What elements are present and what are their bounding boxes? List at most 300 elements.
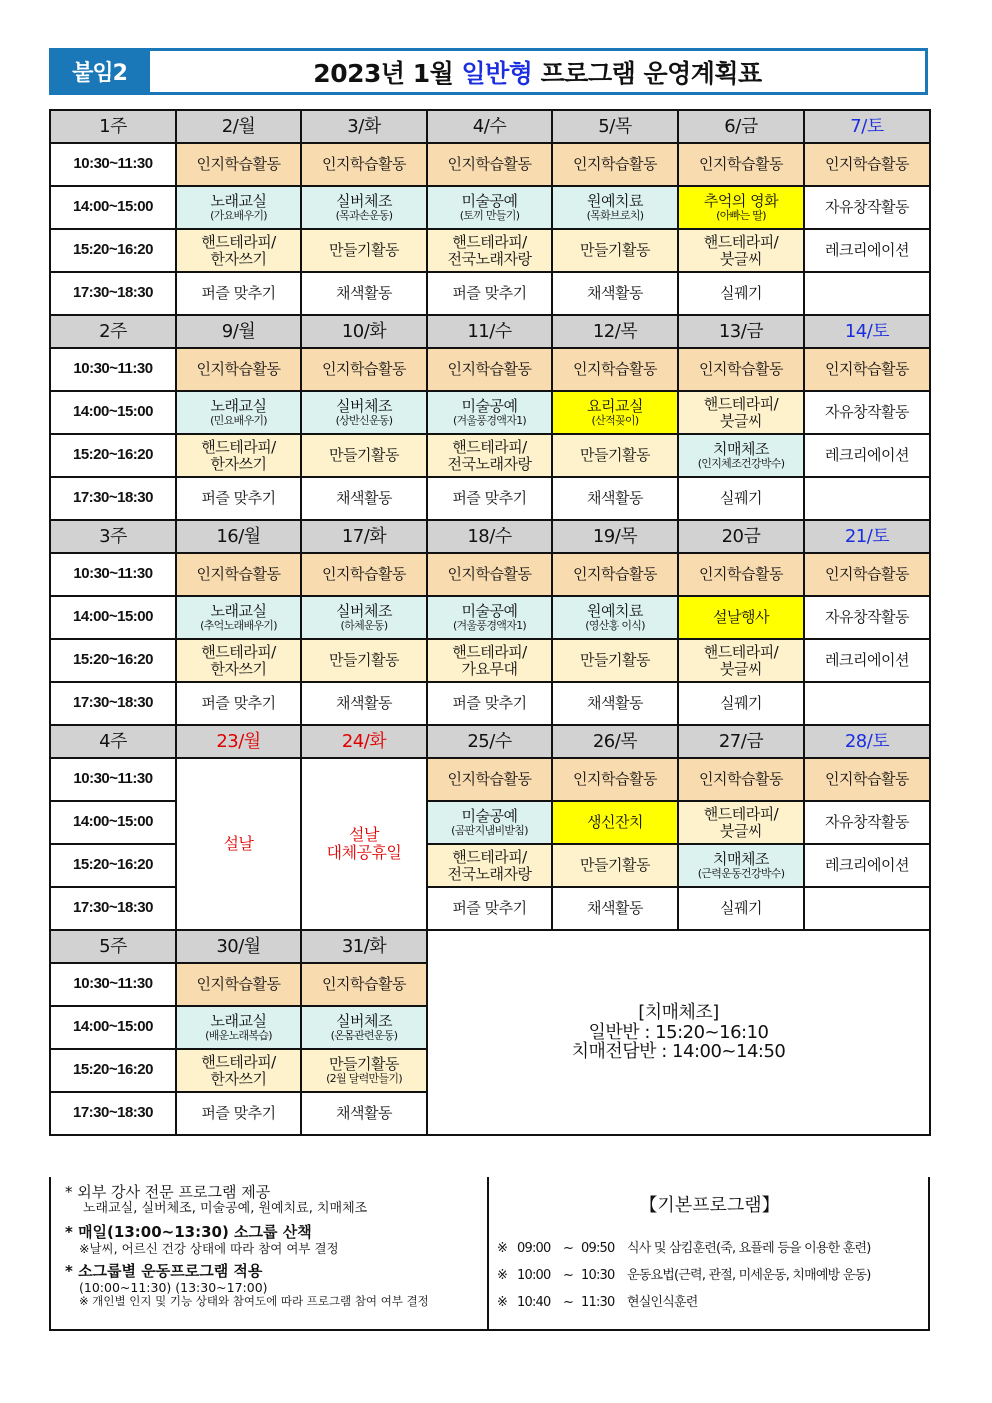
time-slot: 17:30~18:30 — [50, 1092, 176, 1135]
activity-cell — [301, 229, 427, 272]
note-line: 일반반 : 15:20~16:10 — [588, 1021, 769, 1043]
activity-name: 인지학습활동 — [447, 770, 532, 789]
activity-detail: (가요배우기) — [210, 208, 267, 222]
activity-cell — [176, 272, 301, 315]
day-header: 21/토 — [804, 520, 930, 553]
activity-cell — [678, 887, 804, 930]
activity-cell — [552, 143, 678, 186]
week-header-row — [50, 725, 930, 758]
activity-cell — [678, 801, 804, 844]
basic-program-mark: ※ — [497, 1268, 508, 1283]
activity-cell — [301, 143, 427, 186]
activity-name: 미술공예 — [461, 192, 518, 211]
week-label: 1주 — [50, 110, 176, 143]
week-label: 4주 — [50, 725, 176, 758]
activity-name: 레크리에이션 — [825, 241, 909, 260]
activity-cell — [427, 186, 552, 229]
basic-program-end: 11:30 — [581, 1295, 615, 1310]
activity-name: 인지학습활동 — [196, 155, 281, 174]
activity-name: 원예치료 — [587, 602, 643, 621]
time-slot: 15:20~16:20 — [50, 1049, 176, 1092]
activity-name: 퍼즐 맞추기 — [452, 694, 527, 713]
activity-cell — [552, 639, 678, 682]
time-slot: 15:20~16:20 — [50, 434, 176, 477]
activity-detail: (추억노래배우기) — [200, 618, 277, 632]
empty-cell — [804, 477, 930, 520]
activity-cell — [678, 553, 804, 596]
activity-cell — [301, 639, 427, 682]
activity-name: 핸드테라피/ 한자쓰기 — [201, 643, 276, 678]
empty-cell — [804, 272, 930, 315]
day-header: 30/월 — [176, 930, 301, 963]
activity-name: 미술공예 — [461, 397, 518, 416]
activity-cell — [427, 434, 552, 477]
activity-cell — [427, 596, 552, 639]
activity-name: 추억의 영화 — [703, 192, 779, 211]
activity-cell — [176, 1092, 301, 1135]
activity-name: 인지학습활동 — [573, 565, 657, 584]
activity-cell — [804, 596, 930, 639]
time-slot: 17:30~18:30 — [50, 272, 176, 315]
day-header: 19/목 — [552, 520, 678, 553]
activity-cell — [301, 1092, 427, 1135]
activity-cell — [427, 143, 552, 186]
activity-name: 핸드테라피/ 한자쓰기 — [201, 438, 276, 473]
day-header: 20금 — [678, 520, 804, 553]
day-header: 12/목 — [552, 315, 678, 348]
time-slot: 14:00~15:00 — [50, 1006, 176, 1049]
time-slot: 17:30~18:30 — [50, 477, 176, 520]
activity-cell — [678, 596, 804, 639]
activity-cell — [804, 844, 930, 887]
activity-cell — [427, 348, 552, 391]
activity-name: 만들기활동 — [580, 856, 650, 875]
activity-name: 실버체조 — [336, 602, 392, 621]
activity-cell — [804, 348, 930, 391]
activity-name: 미술공예 — [461, 602, 518, 621]
activity-cell — [427, 801, 552, 844]
week-label: 2주 — [50, 315, 176, 348]
note-walk-title: * 매일(13:00~13:30) 소그룹 산책 — [65, 1222, 312, 1241]
time-slot-row — [50, 348, 930, 391]
activity-cell — [678, 143, 804, 186]
basic-program-row — [497, 1239, 922, 1266]
week-header-row — [50, 520, 930, 553]
basic-program-start: 10:40 — [517, 1295, 551, 1310]
time-slot-row — [50, 477, 930, 520]
note-exercise-note: ※ 개인별 인지 및 기능 상태와 참여도에 따라 프로그램 참여 여부 결정 — [79, 1293, 429, 1308]
activity-cell — [427, 229, 552, 272]
activity-name: 인지학습활동 — [825, 565, 909, 584]
activity-cell — [427, 272, 552, 315]
basic-program-desc: 식사 및 삼킴훈련(죽, 요플레 등을 이용한 훈련) — [627, 1241, 871, 1256]
activity-name: 인지학습활동 — [196, 360, 281, 379]
activity-cell — [804, 186, 930, 229]
activity-detail: (목화브로치) — [586, 208, 644, 222]
activity-cell — [301, 391, 427, 434]
activity-cell — [804, 553, 930, 596]
day-header: 17/화 — [301, 520, 427, 553]
activity-cell — [552, 391, 678, 434]
activity-cell — [301, 596, 427, 639]
activity-cell — [176, 553, 301, 596]
activity-cell — [804, 434, 930, 477]
activity-detail: (민요배우기) — [210, 413, 267, 427]
activity-name: 핸드테라피/ 전국노래자랑 — [447, 233, 532, 268]
day-header: 18/수 — [427, 520, 552, 553]
activity-cell — [678, 186, 804, 229]
note-external-title: * 외부 강사 전문 프로그램 제공 — [65, 1183, 271, 1201]
activity-cell — [427, 391, 552, 434]
day-header: 6/금 — [678, 110, 804, 143]
note-external-text: 노래교실, 실버체조, 미술공예, 원예치료, 치매체조 — [83, 1201, 368, 1216]
basic-program-desc: 현실인식훈련 — [627, 1295, 698, 1310]
activity-name: 인지학습활동 — [322, 360, 406, 379]
activity-name: 치매체조 — [713, 440, 769, 459]
activity-name: 실꿰기 — [720, 899, 762, 918]
activity-cell — [552, 596, 678, 639]
activity-cell — [301, 477, 427, 520]
note-walk-text: ※날씨, 어르신 건강 상태에 따라 참여 여부 결정 — [79, 1240, 339, 1256]
day-header: 25/수 — [427, 725, 552, 758]
footer-basic-program — [489, 1177, 928, 1329]
activity-cell — [804, 229, 930, 272]
basic-program-desc: 운동요법(근력, 관절, 미세운동, 치매예방 운동) — [627, 1268, 871, 1283]
schedule-table — [49, 109, 931, 1136]
activity-cell — [552, 434, 678, 477]
activity-cell — [176, 758, 301, 930]
activity-name: 핸드테라피/ 붓글씨 — [703, 233, 779, 268]
activity-cell — [176, 391, 301, 434]
day-header: 7/토 — [804, 110, 930, 143]
activity-cell — [678, 229, 804, 272]
activity-cell — [301, 553, 427, 596]
activity-name: 레크리에이션 — [825, 446, 909, 465]
day-header: 27/금 — [678, 725, 804, 758]
activity-cell — [427, 553, 552, 596]
activity-cell — [301, 186, 427, 229]
activity-name: 생신잔치 — [587, 813, 643, 832]
activity-name: 퍼즐 맞추기 — [452, 284, 527, 303]
activity-cell — [427, 639, 552, 682]
activity-detail: (겨울풍경액자1) — [452, 413, 527, 427]
activity-name: 퍼즐 맞추기 — [452, 899, 527, 918]
activity-cell — [301, 434, 427, 477]
activity-name: 인지학습활동 — [447, 155, 532, 174]
time-slot: 15:20~16:20 — [50, 229, 176, 272]
time-slot: 17:30~18:30 — [50, 887, 176, 930]
activity-name: 만들기활동 — [329, 651, 399, 670]
day-header: 3/화 — [301, 110, 427, 143]
time-slot: 10:30~11:30 — [50, 963, 176, 1006]
activity-cell — [678, 758, 804, 801]
activity-name: 인지학습활동 — [573, 155, 657, 174]
time-slot-row — [50, 272, 930, 315]
activity-name: 노래교실 — [210, 397, 267, 416]
activity-name: 채색활동 — [336, 1104, 392, 1123]
activity-name: 실꿰기 — [720, 694, 762, 713]
activity-name: 노래교실 — [210, 1012, 267, 1031]
activity-name: 인지학습활동 — [322, 565, 406, 584]
activity-name: 핸드테라피/ 붓글씨 — [703, 643, 779, 678]
activity-cell — [678, 272, 804, 315]
time-slot: 17:30~18:30 — [50, 682, 176, 725]
basic-program-sep: ~ — [563, 1268, 574, 1283]
activity-name: 인지학습활동 — [699, 155, 783, 174]
activity-name: 미술공예 — [461, 807, 518, 826]
activity-cell — [552, 844, 678, 887]
time-slot: 14:00~15:00 — [50, 186, 176, 229]
time-slot: 10:30~11:30 — [50, 758, 176, 801]
activity-name: 핸드테라피/ 붓글씨 — [703, 805, 779, 840]
activity-name: 자유창작활동 — [825, 198, 909, 217]
activity-name: 인지학습활동 — [573, 360, 657, 379]
page-title — [150, 48, 928, 95]
activity-name: 설날 — [223, 834, 254, 854]
activity-detail: (온몸관련운동) — [330, 1028, 398, 1042]
activity-cell — [678, 639, 804, 682]
basic-program-sep: ~ — [563, 1295, 574, 1310]
activity-name: 퍼즐 맞추기 — [452, 489, 527, 508]
day-header: 9/월 — [176, 315, 301, 348]
activity-detail: (2월 달력만들기) — [326, 1071, 402, 1085]
activity-detail: (배운노래복습) — [205, 1028, 272, 1042]
activity-detail: (근력운동건강박수) — [697, 866, 785, 880]
activity-name: 인지학습활동 — [699, 360, 783, 379]
activity-detail: (영산홍 이식) — [585, 618, 645, 632]
activity-cell — [176, 1049, 301, 1092]
activity-cell — [552, 477, 678, 520]
activity-name: 인지학습활동 — [573, 770, 657, 789]
basic-program-end: 09:50 — [581, 1241, 615, 1256]
activity-name: 채색활동 — [587, 694, 643, 713]
activity-cell — [427, 887, 552, 930]
activity-name: 인지학습활동 — [699, 770, 783, 789]
activity-cell — [427, 844, 552, 887]
title-highlight: 일반형 — [461, 58, 533, 88]
activity-cell — [176, 477, 301, 520]
time-slot-row — [50, 639, 930, 682]
activity-detail: (인지체조건강박수) — [697, 456, 785, 470]
dementia-exercise-note — [427, 930, 930, 1135]
activity-name: 실버체조 — [336, 1012, 392, 1031]
time-slot: 14:00~15:00 — [50, 391, 176, 434]
activity-cell — [176, 596, 301, 639]
activity-cell — [678, 391, 804, 434]
time-slot-row — [50, 682, 930, 725]
activity-name: 요리교실 — [587, 397, 643, 416]
activity-cell — [301, 1049, 427, 1092]
activity-cell — [176, 682, 301, 725]
week-header-row — [50, 315, 930, 348]
time-slot-row — [50, 434, 930, 477]
activity-cell — [804, 801, 930, 844]
activity-cell — [552, 229, 678, 272]
basic-program-mark: ※ — [497, 1295, 508, 1310]
activity-cell — [552, 553, 678, 596]
activity-cell — [176, 1006, 301, 1049]
activity-detail: (산적꽂이) — [591, 413, 639, 427]
activity-name: 핸드테라피/ 한자쓰기 — [201, 233, 276, 268]
day-header: 10/화 — [301, 315, 427, 348]
activity-detail: (겨울풍경액자1) — [452, 618, 527, 632]
activity-name: 채색활동 — [336, 694, 392, 713]
activity-name: 퍼즐 맞추기 — [201, 489, 276, 508]
activity-name: 만들기활동 — [329, 241, 399, 260]
activity-cell — [176, 963, 301, 1006]
activity-cell — [176, 229, 301, 272]
day-header: 5/목 — [552, 110, 678, 143]
activity-cell — [176, 348, 301, 391]
activity-name: 인지학습활동 — [322, 975, 406, 994]
week-label: 5주 — [50, 930, 176, 963]
footer-notes — [49, 1177, 930, 1331]
activity-cell — [804, 758, 930, 801]
activity-cell — [301, 758, 427, 930]
activity-name: 인지학습활동 — [447, 565, 532, 584]
day-header: 14/토 — [804, 315, 930, 348]
activity-name: 퍼즐 맞추기 — [201, 694, 276, 713]
activity-name: 만들기활동 — [580, 651, 650, 670]
activity-name: 노래교실 — [210, 602, 267, 621]
title-bar — [49, 48, 928, 95]
activity-cell — [176, 143, 301, 186]
basic-program-row — [497, 1266, 922, 1293]
activity-name: 채색활동 — [587, 899, 643, 918]
title-suffix: 프로그램 운영계획표 — [532, 58, 762, 88]
day-header: 4/수 — [427, 110, 552, 143]
activity-cell — [301, 963, 427, 1006]
activity-name: 레크리에이션 — [825, 856, 909, 875]
activity-cell — [678, 844, 804, 887]
activity-name: 채색활동 — [587, 489, 643, 508]
activity-name: 채색활동 — [336, 284, 392, 303]
activity-name: 인지학습활동 — [699, 565, 783, 584]
day-header: 23/월 — [176, 725, 301, 758]
activity-name: 자유창작활동 — [825, 608, 909, 627]
activity-cell — [552, 272, 678, 315]
activity-cell — [552, 186, 678, 229]
activity-detail: (곰판지냄비받침) — [451, 823, 528, 837]
note-line: 치매전담반 : 14:00~14:50 — [571, 1041, 786, 1063]
basic-program-end: 10:30 — [581, 1268, 615, 1283]
time-slot: 10:30~11:30 — [50, 553, 176, 596]
activity-name: 인지학습활동 — [447, 360, 532, 379]
activity-cell — [176, 186, 301, 229]
activity-name: 핸드테라피/ 붓글씨 — [703, 395, 779, 430]
time-slot: 14:00~15:00 — [50, 801, 176, 844]
time-slot-row — [50, 758, 930, 801]
time-slot-row — [50, 596, 930, 639]
activity-cell — [301, 348, 427, 391]
activity-name: 만들기활동 — [329, 446, 399, 465]
time-slot: 14:00~15:00 — [50, 596, 176, 639]
activity-detail: (토끼 만들기) — [459, 208, 520, 222]
day-header: 13/금 — [678, 315, 804, 348]
activity-name: 인지학습활동 — [196, 975, 281, 994]
time-slot-row — [50, 143, 930, 186]
activity-detail: (아빠는 딸) — [716, 208, 766, 222]
time-slot-row — [50, 553, 930, 596]
activity-cell — [678, 434, 804, 477]
activity-cell — [301, 272, 427, 315]
activity-detail: (하체운동) — [340, 618, 388, 632]
activity-name: 자유창작활동 — [825, 813, 909, 832]
activity-name: 실버체조 — [336, 192, 392, 211]
day-header: 31/화 — [301, 930, 427, 963]
activity-name: 치매체조 — [713, 850, 769, 869]
activity-cell — [552, 887, 678, 930]
activity-detail: (목과손운동) — [335, 208, 393, 222]
day-header: 26/목 — [552, 725, 678, 758]
time-slot: 10:30~11:30 — [50, 143, 176, 186]
activity-cell — [804, 143, 930, 186]
activity-cell — [678, 682, 804, 725]
note-exercise-times: (10:00~11:30) (13:30~17:00) — [79, 1279, 268, 1295]
activity-cell — [804, 391, 930, 434]
empty-cell — [804, 887, 930, 930]
activity-cell — [552, 801, 678, 844]
activity-cell — [552, 682, 678, 725]
activity-cell — [804, 639, 930, 682]
activity-name: 레크리에이션 — [825, 651, 909, 670]
activity-cell — [427, 682, 552, 725]
basic-program-row — [497, 1293, 922, 1320]
activity-cell — [301, 1006, 427, 1049]
activity-cell — [427, 758, 552, 801]
note-title: [치매체조] — [638, 1001, 719, 1023]
activity-cell — [678, 348, 804, 391]
activity-name: 채색활동 — [587, 284, 643, 303]
activity-name: 자유창작활동 — [825, 403, 909, 422]
basic-program-start: 10:00 — [517, 1268, 551, 1283]
time-slot-row — [50, 391, 930, 434]
activity-name: 인지학습활동 — [322, 155, 406, 174]
activity-name: 인지학습활동 — [825, 770, 909, 789]
activity-detail: (상반신운동) — [335, 413, 393, 427]
activity-cell — [176, 639, 301, 682]
week-label: 3주 — [50, 520, 176, 553]
week-header-row — [50, 930, 930, 963]
week-header-row — [50, 110, 930, 143]
activity-name: 만들기활동 — [329, 1055, 399, 1074]
time-slot: 10:30~11:30 — [50, 348, 176, 391]
time-slot: 15:20~16:20 — [50, 639, 176, 682]
activity-name: 실꿰기 — [720, 489, 762, 508]
activity-cell — [552, 758, 678, 801]
activity-name: 만들기활동 — [580, 446, 650, 465]
activity-name: 핸드테라피/ 가요무대 — [452, 643, 527, 678]
activity-name: 퍼즐 맞추기 — [201, 1104, 276, 1123]
title-prefix: 2023년 1월 — [313, 58, 462, 88]
activity-name: 채색활동 — [336, 489, 392, 508]
note-exercise-title: * 소그룹별 운동프로그램 적용 — [65, 1261, 263, 1280]
activity-name: 퍼즐 맞추기 — [201, 284, 276, 303]
time-slot-row — [50, 186, 930, 229]
time-slot: 15:20~16:20 — [50, 844, 176, 887]
activity-name: 실버체조 — [336, 397, 392, 416]
basic-program-title: 【기본프로그램】 — [639, 1195, 780, 1216]
activity-cell — [176, 434, 301, 477]
day-header: 2/월 — [176, 110, 301, 143]
day-header: 16/월 — [176, 520, 301, 553]
activity-name: 핸드테라피/ 전국노래자랑 — [447, 848, 532, 883]
attachment-tag: 붙임2 — [49, 48, 150, 95]
activity-name: 설날행사 — [713, 608, 769, 627]
activity-name: 인지학습활동 — [825, 155, 909, 174]
time-slot-row — [50, 229, 930, 272]
basic-program-mark: ※ — [497, 1241, 508, 1256]
